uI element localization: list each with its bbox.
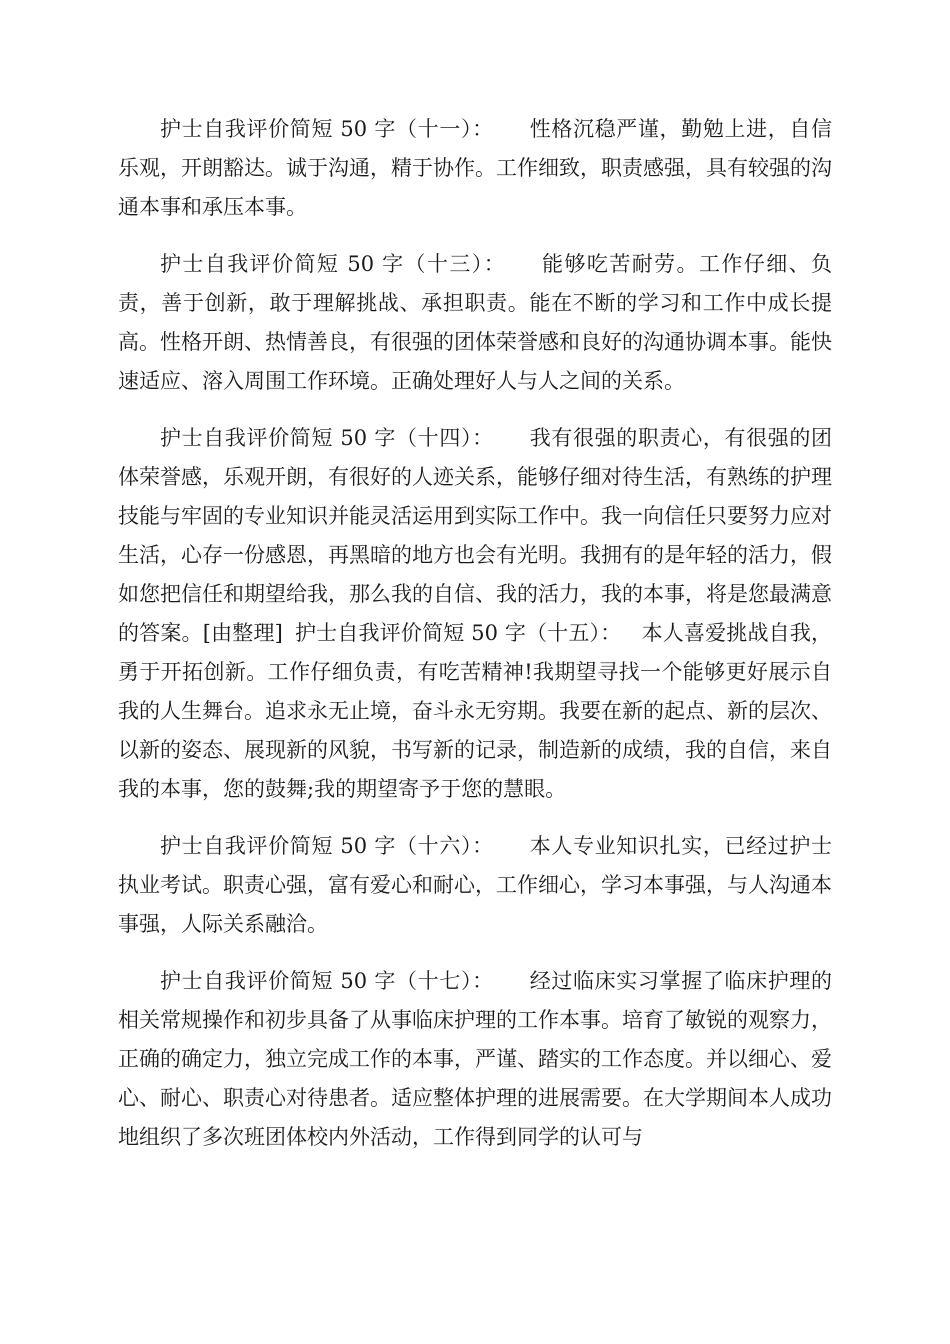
paragraph-text: 我有很强的职责心，有很强的团体荣誉感，乐观开朗，有很好的人迹关系，能够仔细对待生活，有熟练的护理技能与牢固的专业知识并能灵活运用到实际工作中。我一向信任只要努力应对生活，心存一份感恩，再黑暗的地方也会有光明。我拥有的是年轻的活力，假如您把信任和期望给我，那么我的自信、我的活力，我的本事，将是您最满意的答案。 [118,426,833,645]
paragraph-label-fifteen: 护士自我评价简短 50 字（十五）： [294,621,622,645]
paragraph-label: 护士自我评价简短 50 字（十七）： [160,969,494,993]
source-bracket: [由整理] [202,621,283,645]
paragraph-label: 护士自我评价简短 50 字（十四）： [160,426,494,450]
paragraph-sixteen [118,827,832,944]
paragraph-text: 性格沉稳严谨，勤勉上进，自信乐观，开朗豁达。诚于沟通，精于协作。工作细致，职责感强，具有较强的沟通本事和承压本事。 [118,117,833,219]
document-body [118,110,832,1175]
paragraph-thirteen [118,245,832,401]
paragraph-seventeen [118,962,832,1157]
paragraph-text: 能够吃苦耐劳。工作仔细、负责，善于创新，敢于理解挑战、承担职责。能在不断的学习和工作中成长提高。性格开朗、热情善良，有很强的团体荣誉感和良好的沟通协调本事。能快速适应、溶入周围工作环境。正确处理好人与人之间的关系。 [118,252,833,393]
paragraph-label: 护士自我评价简短 50 字（十三）： [160,252,507,276]
paragraph-text-fifteen: 本人喜爱挑战自我，勇于开拓创新。工作仔细负责，有吃苦精神!我期望寻找一个能够更好展示自我的人生舞台。追求永无止境，奋斗永无穷期。我要在新的起点、新的层次、以新的姿态、展现新的风貌，书写新的记录，制造新的成绩，我的自信，来自我的本事，您的鼓舞;我的期望寄予于您的慧眼。 [118,621,833,801]
paragraph-label: 护士自我评价简短 50 字（十六）： [160,834,494,858]
paragraph-text: 经过临床实习掌握了临床护理的相关常规操作和初步具备了从事临床护理的工作本事。培育了敏锐的观察力，正确的确定力，独立完成工作的本事，严谨、踏实的工作态度。并以细心、爱心、耐心、职责心对待患者。适应整体护理的进展需要。在大学期间本人成功地组织了多次班团体校内外活动，工作得到同学的认可与 [118,969,833,1149]
paragraph-fourteen [118,419,832,809]
paragraph-label: 护士自我评价简短 50 字（十一）： [160,117,494,141]
paragraph-eleven [118,110,832,227]
paragraph-text: 本人专业知识扎实，已经过护士执业考试。职责心强，富有爱心和耐心，工作细心，学习本事强，与人沟通本事强，人际关系融洽。 [118,834,833,936]
